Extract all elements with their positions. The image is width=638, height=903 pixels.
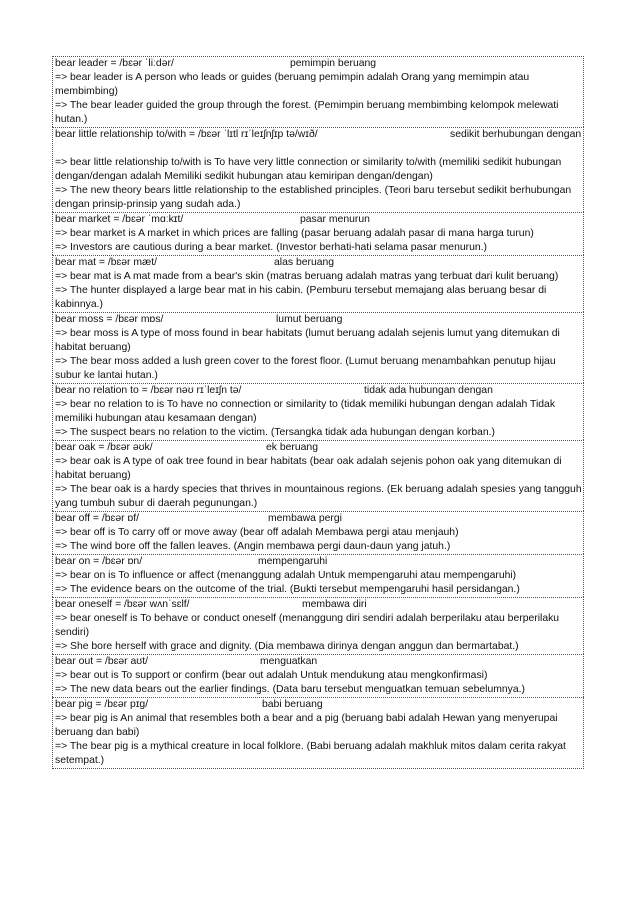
entry-head [54,698,582,712]
entry-definition: => bear oak is A type of oak tree found in bear habitats (bear oak adalah sejenis pohon oak yang ditemukan di habitat beruang) [55,456,562,481]
entry [52,511,584,554]
entry-head [54,555,582,569]
entry-example: => The hunter displayed a large bear mat in his cabin. (Pemburu tersebut memajang alas beruang besar di kabinnya.) [55,285,547,310]
entry-term: bear pig = /bɛər pɪɡ/ [55,699,149,710]
entry-definition: => bear off is To carry off or move away (bear off adalah Membawa pergi atau menjauh) [55,527,459,538]
entry-term: bear oak = /bɛər əʊk/ [55,442,153,453]
entry-example: => The wind bore off the fallen leaves. (Angin membawa pergi daun-daun yang jatuh.) [55,541,451,552]
entry [52,312,584,383]
entry-head [54,598,582,612]
entry-definition: => bear little relationship to/with is To have very little connection or similarity to/with (memiliki sedikit hubungan dengan/dengan adalah Memiliki sedikit hubungan atau kemiripan dengan/dengan) [55,157,562,182]
entry-definition: => bear pig is An animal that resembles both a bear and a pig (beruang babi adalah Hewan yang menyerupai beruang dan babi) [55,713,558,738]
entry-gloss: membawa diri [302,599,367,610]
entry-head [54,512,582,526]
entry-example: => The bear moss added a lush green cover to the forest floor. (Lumut beruang menambahkan penutup hijau subur ke lantai hutan.) [55,356,556,381]
entry-gloss: tidak ada hubungan dengan [364,385,493,396]
entry-term: bear off = /bɛər ɒf/ [55,513,139,524]
entry [52,697,584,769]
entry-example: => Investors are cautious during a bear market. (Investor berhati-hati selama pasar menurun.) [55,242,488,253]
entry-term: bear market = /bɛər ˈmɑːkɪt/ [55,214,184,225]
entry-definition: => bear out is To support or confirm (bear out adalah Untuk mendukung atau mengkonfirmasi) [55,670,488,681]
entry-term: bear out = /bɛər aʊt/ [55,656,148,667]
entry-definition: => bear mat is A mat made from a bear's skin (matras beruang adalah matras yang terbuat dari kulit beruang) [55,271,559,282]
entry-gloss: mempengaruhi [258,556,328,567]
entry-gloss: pasar menurun [300,214,370,225]
dictionary-page [52,56,584,769]
entry-gloss: pemimpin beruang [290,58,377,69]
entry-definition: => bear moss is A type of moss found in bear habitats (lumut beruang adalah sejenis lumut yang ditemukan di habitat beruang) [55,328,560,353]
entry [52,383,584,440]
entry-term: bear no relation to = /bɛər nəʊ rɪˈleɪʃn tə/ [55,385,242,396]
entry-definition: => bear no relation to is To have no connection or similarity to (tidak memiliki hubungan dengan adalah Tidak memiliki hubungan atau kesamaan dengan) [55,399,556,424]
entry-head [54,655,582,669]
entry [52,597,584,654]
entry-head [54,213,582,227]
entry-term: bear oneself = /bɛər wʌnˈsɛlf/ [55,599,190,610]
entry-example: => She bore herself with grace and dignity. (Dia membawa dirinya dengan anggun dan bermartabat.) [55,641,519,652]
entry [52,56,584,127]
entry-definition: => bear on is To influence or affect (menanggung adalah Untuk mempengaruhi atau mempengaruhi) [55,570,517,581]
entry [52,654,584,697]
entry-head [54,384,582,398]
entry-example: => The bear leader guided the group through the forest. (Pemimpin beruang membimbing kelompok melewati hutan.) [55,100,559,125]
entry-definition: => bear oneself is To behave or conduct oneself (menanggung diri sendiri adalah berperilaku atau berperilaku sendiri) [55,613,560,638]
entry-example: => The new data bears out the earlier findings. (Data baru tersebut menguatkan temuan sebelumnya.) [55,684,525,695]
entry [52,554,584,597]
entry-gloss: alas beruang [274,257,335,268]
entry [52,212,584,255]
entry-term: bear mat = /bɛər mæt/ [55,257,158,268]
entry-definition: => bear market is A market in which prices are falling (pasar beruang adalah pasar di mana harga turun) [55,228,534,239]
entry-term: bear little relationship to/with = /bɛər ˈlɪtl rɪˈleɪʃnʃɪp tə/wɪð/ [55,129,318,140]
entry-gloss: babi beruang [262,699,323,710]
entry-gloss: membawa pergi [268,513,342,524]
entry-gloss: ek beruang [266,442,318,453]
entry [52,255,584,312]
entry-head [54,57,582,71]
entry-head [54,441,582,455]
entry-head [54,313,582,327]
entry-term: bear on = /bɛər ɒn/ [55,556,143,567]
entry-example: => The evidence bears on the outcome of the trial. (Bukti tersebut mempengaruhi hasil persidangan.) [55,584,520,595]
entry-example: => The bear oak is a hardy species that thrives in mountainous regions. (Ek beruang adalah spesies yang tangguh yang tumbuh subur di daerah pegunungan.) [55,484,582,509]
entry-definition: => bear leader is A person who leads or guides (beruang pemimpin adalah Orang yang memimpin atau membimbing) [55,72,530,97]
entry-example: => The suspect bears no relation to the victim. (Tersangka tidak ada hubungan dengan korban.) [55,427,495,438]
entry-head [54,128,582,156]
entry-gloss: menguatkan [260,656,318,667]
entry-head [54,256,582,270]
entry-example: => The new theory bears little relationship to the established principles. (Teori baru tersebut sedikit berhubungan dengan prinsip-prinsip yang sudah ada.) [55,185,572,210]
entry-gloss: sedikit berhubungan dengan [450,129,582,140]
entry [52,127,584,212]
entry-gloss: lumut beruang [276,314,343,325]
entry-term: bear moss = /bɛər mɒs/ [55,314,164,325]
entry-term: bear leader = /bɛər ˈliːdər/ [55,58,174,69]
entry-example: => The bear pig is a mythical creature in local folklore. (Babi beruang adalah makhluk mitos dalam cerita rakyat setempat.) [55,741,566,766]
entry [52,440,584,511]
